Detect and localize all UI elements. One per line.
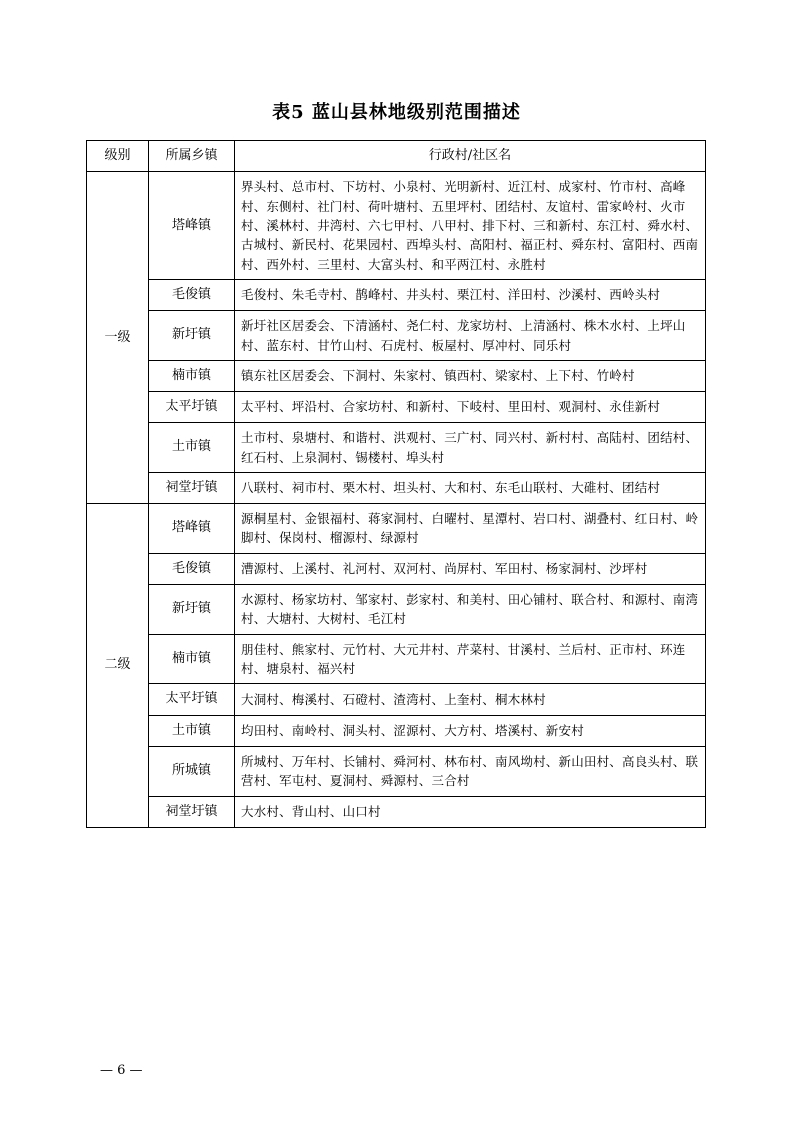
town-cell: 毛俊镇 [149,553,235,584]
town-cell: 新圩镇 [149,311,235,361]
town-cell: 楠市镇 [149,360,235,391]
table-row [87,504,706,554]
villages-cell: 源桐星村、金银福村、蒋家洞村、白曜村、星潭村、岩口村、湖叠村、红日村、岭脚村、保岗村、榴源村、绿源村 [235,504,706,554]
town-cell: 太平圩镇 [149,684,235,715]
table-header-row [87,141,706,172]
villages-cell: 镇东社区居委会、下洞村、朱家村、镇西村、梁家村、上下村、竹岭村 [235,360,706,391]
villages-cell: 新圩社区居委会、下清涵村、尧仁村、龙家坊村、上清涵村、株木水村、上坪山村、蓝东村、甘竹山村、石虎村、板屋村、厚冲村、同乐村 [235,311,706,361]
villages-cell: 所城村、万年村、长铺村、舜河村、林布村、南风坳村、新山田村、高良头村、联营村、军屯村、夏洞村、舜源村、三合村 [235,746,706,796]
table-row [87,746,706,796]
table-row [87,172,706,280]
table-row [87,280,706,311]
villages-cell: 土市村、泉塘村、和谐村、洪观村、三广村、同兴村、新村村、高陆村、团结村、红石村、上泉洞村、锡楼村、埠头村 [235,423,706,473]
page-title: 表5 蓝山县林地级别范围描述 [272,102,521,123]
villages-cell: 界头村、总市村、下坊村、小泉村、光明新村、近江村、成家村、竹市村、高峰村、东侧村、社门村、荷叶塘村、五里坪村、团结村、友谊村、雷家岭村、火市村、溪林村、井湾村、六七甲村、八甲村、排下村、三和新村、东江村、舜水村、古城村、新民村、花果园村、西埠头村、高阳村、福正村、舜东村、富阳村、西南村、西外村、三里村、大富头村、和平两江村、永胜村 [235,172,706,280]
town-cell: 土市镇 [149,715,235,746]
table-row [87,311,706,361]
table-row [87,634,706,684]
town-cell: 祠堂圩镇 [149,472,235,503]
villages-cell: 大水村、背山村、山口村 [235,796,706,827]
table-body [87,172,706,828]
table-row [87,360,706,391]
town-cell: 毛俊镇 [149,280,235,311]
level-cell: 二级 [87,504,149,828]
villages-cell: 漕源村、上溪村、礼河村、双河村、尚屏村、军田村、杨家洞村、沙坪村 [235,553,706,584]
villages-cell: 朋佳村、熊家村、元竹村、大元井村、芹菜村、甘溪村、兰后村、正市村、环连村、塘泉村、福兴村 [235,634,706,684]
column-header-town: 所属乡镇 [149,141,235,172]
table-row [87,584,706,634]
town-cell: 土市镇 [149,423,235,473]
town-cell: 太平圩镇 [149,392,235,423]
villages-cell: 大洞村、梅溪村、石磴村、渣湾村、上奎村、桐木林村 [235,684,706,715]
town-cell: 楠市镇 [149,634,235,684]
table-row [87,796,706,827]
town-cell: 所城镇 [149,746,235,796]
table-row [87,423,706,473]
town-cell: 祠堂圩镇 [149,796,235,827]
town-cell: 新圩镇 [149,584,235,634]
level-cell: 一级 [87,172,149,504]
table-row [87,472,706,503]
forest-land-level-table [86,140,706,828]
table-row [87,715,706,746]
villages-cell: 均田村、南岭村、洞头村、涩源村、大方村、塔溪村、新安村 [235,715,706,746]
town-cell: 塔峰镇 [149,172,235,280]
villages-cell: 太平村、坪沿村、合家坊村、和新村、下岐村、里田村、观洞村、永佳新村 [235,392,706,423]
villages-cell: 八联村、祠市村、栗木村、坦头村、大和村、东毛山联村、大碓村、团结村 [235,472,706,503]
villages-cell: 毛俊村、朱毛寺村、鹊峰村、井头村、栗江村、洋田村、沙溪村、西岭头村 [235,280,706,311]
table-row [87,392,706,423]
town-cell: 塔峰镇 [149,504,235,554]
page-number: — 6 — [100,1063,143,1078]
column-header-level: 级别 [87,141,149,172]
villages-cell: 水源村、杨家坊村、邹家村、彭家村、和美村、田心铺村、联合村、和源村、南湾村、大塘村、大树村、毛江村 [235,584,706,634]
column-header-villages: 行政村/社区名 [235,141,706,172]
table-row [87,553,706,584]
table-row [87,684,706,715]
